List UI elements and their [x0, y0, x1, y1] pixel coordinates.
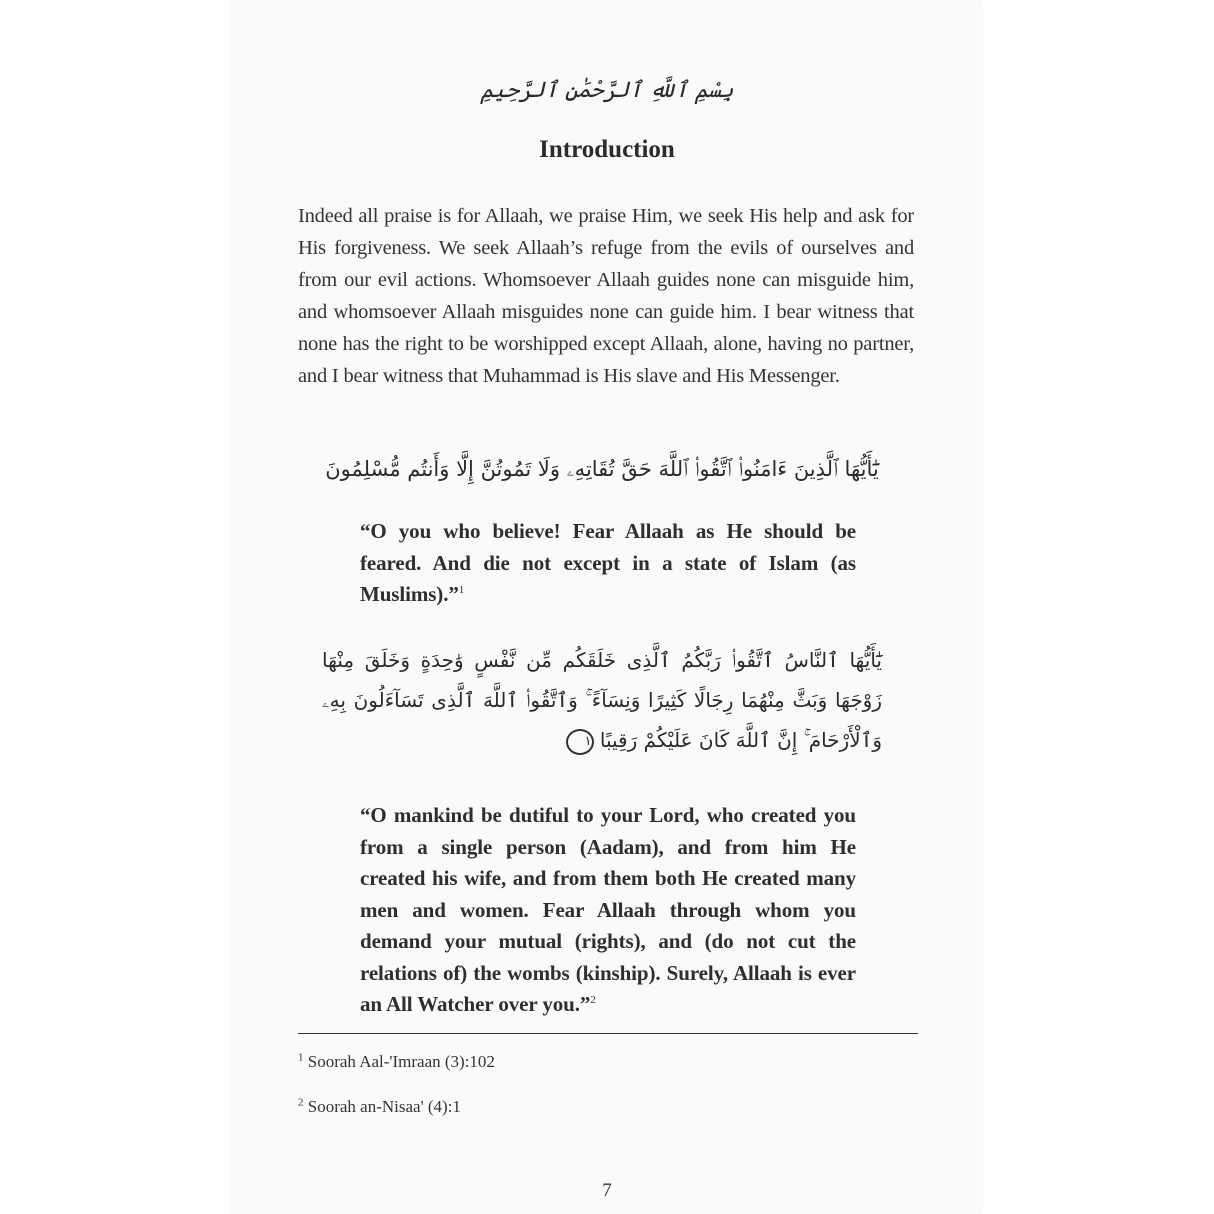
footnote-2: [298, 1097, 461, 1117]
footnote-1-text: Soorah Aal-'Imraan (3):102: [307, 1052, 495, 1071]
verse-2-arabic: [322, 640, 882, 760]
footnote-ref-1: 1: [458, 584, 465, 596]
footnote-divider: [298, 1033, 918, 1034]
book-page: [232, 0, 982, 1214]
verse-2-translation-text: “O mankind be dutiful to your Lord, who created you from a single person (Aadam), and from him He created his wife, and from them both He created many men and women. Fear Allaah through whom you demand your mutual (rights), and (do not cut the relations of) the wombs (kinship). Surely, Allaah is ever an All Watcher over you.”: [360, 803, 856, 1016]
verse-1-arabic: يَٰٓأَيُّهَا ٱلَّذِينَ ءَامَنُوا۟ ٱتَّقُوا۟ ٱللَّهَ حَقَّ تُقَاتِهِۦ وَلَا تَمُوتُنَّ إِلَّا وَأَنتُم مُّسْلِمُونَ: [325, 457, 879, 481]
verse-1-translation: [360, 516, 856, 611]
ayah-number-marker: ١: [566, 729, 594, 755]
page-number: 7: [602, 1180, 612, 1201]
footnote-2-mark: 2: [298, 1096, 304, 1109]
footnote-ref-2: 2: [590, 994, 596, 1006]
footnote-1: [298, 1052, 495, 1072]
footnote-1-mark: 1: [298, 1051, 304, 1064]
verse-1-translation-text: “O you who believe! Fear Allaah as He should be feared. And die not except in a state of Islam (as Muslims).”: [360, 519, 856, 606]
bismillah-calligraphy: بِسْمِ ٱللَّهِ ٱلرَّحْمَٰنِ ٱلرَّحِيمِ: [480, 78, 734, 103]
verse-2-arabic-text: يَٰٓأَيُّهَا ٱلنَّاسُ ٱتَّقُوا۟ رَبَّكُمُ ٱلَّذِى خَلَقَكُم مِّن نَّفْسٍ وَٰحِدَةٍ وَخَلَقَ مِنْهَا زَوْجَهَا وَبَثَّ مِنْهُمَا رِجَالًا كَثِيرًا وَنِسَآءً ۚ وَٱتَّقُوا۟ ٱللَّهَ ٱلَّذِى تَسَآءَلُونَ بِهِۦ وَٱلْأَرْحَامَ ۚ إِنَّ ٱللَّهَ كَانَ عَلَيْكُمْ رَقِيبًا: [322, 648, 882, 752]
page-title: Introduction: [539, 136, 675, 163]
footnote-2-text: Soorah an-Nisaa' (4):1: [307, 1097, 461, 1116]
intro-paragraph: Indeed all praise is for Allaah, we praise Him, we seek His help and ask for His forgiveness. We seek Allaah’s refuge from the evils of ourselves and from our evil actions. Whomsoever Allaah guides none can misguide him, and whomsoever Allaah misguides none can guide him. I bear witness that none has the right to be worshipped except Allaah, alone, having no partner, and I bear witness that Muhammad is His slave and His Messenger.: [298, 205, 914, 387]
verse-2-translation: [360, 800, 856, 1021]
